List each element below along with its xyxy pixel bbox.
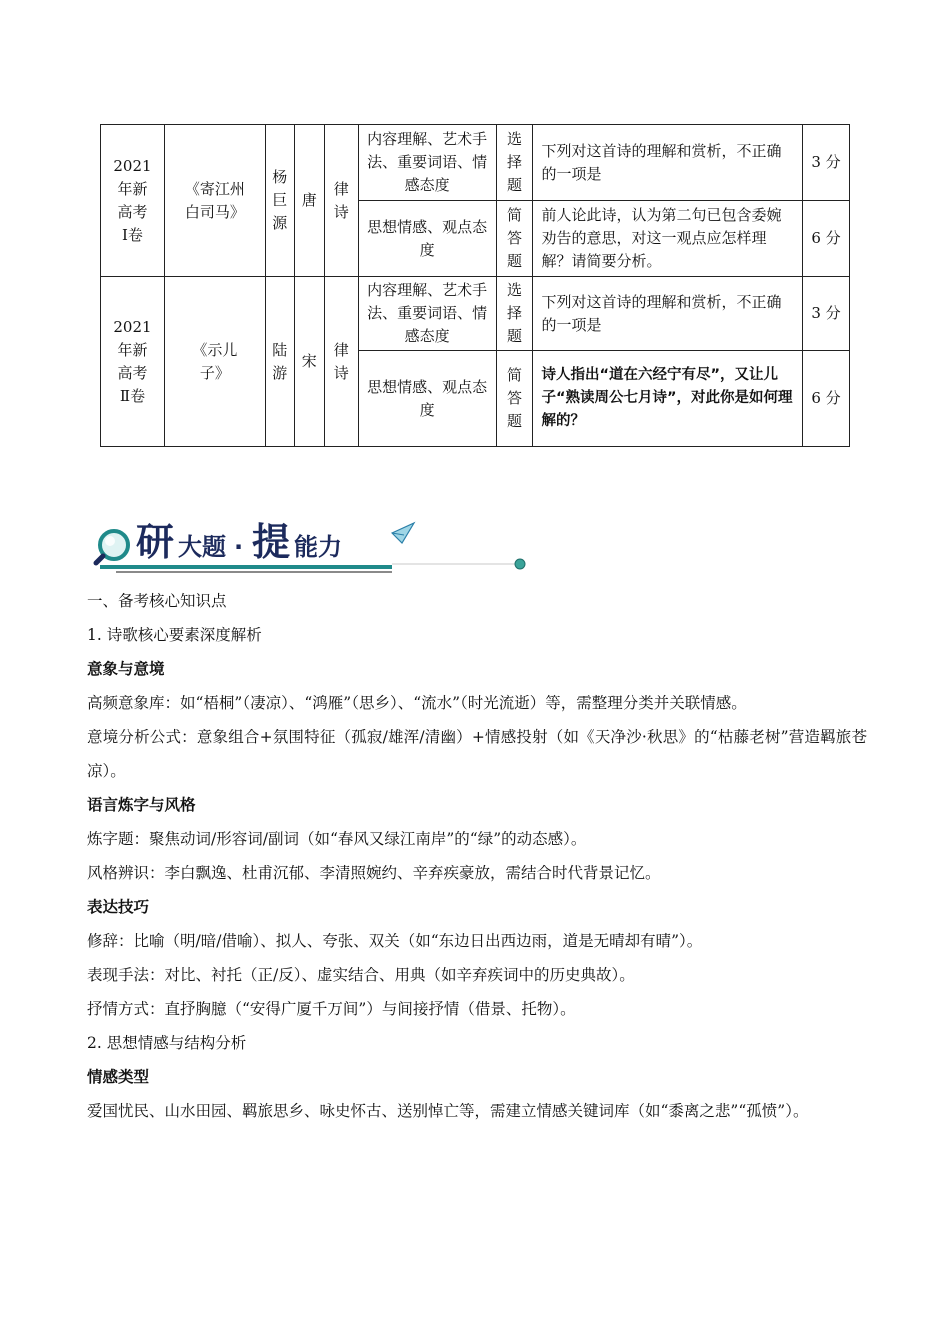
banner-text-ability: 能力 xyxy=(294,533,342,561)
topic-heading: 表达技巧 xyxy=(87,898,150,916)
score-cell: 3 分 xyxy=(802,277,849,351)
paragraph: 炼字题：聚焦动词/形容词/副词（如“春风又绿江南岸”的“绿”的动态感）。 xyxy=(87,830,587,848)
banner-underline xyxy=(100,565,392,569)
paragraph: 抒情方式：直抒胸臆（“安得广厦千万间”）与间接抒情（借景、托物）。 xyxy=(87,1000,576,1018)
author-cell: 陆 游 xyxy=(265,277,294,447)
section-heading: 一、备考核心知识点 xyxy=(87,592,227,610)
genre-cell: 律 诗 xyxy=(324,125,358,277)
genre-cell: 律 诗 xyxy=(324,277,358,447)
banner-char-raise: 提 xyxy=(252,520,291,564)
question-type-cell: 简 答 题 xyxy=(496,351,533,447)
score-cell: 6 分 xyxy=(802,201,849,277)
exam-year-cell: 2021 年新 高考 Ⅰ卷 xyxy=(101,125,165,277)
question-cell: 下列对这首诗的理解和赏析，不正确的一项是 xyxy=(533,277,803,351)
banner-text-big-question: 大题 xyxy=(178,533,226,561)
exam-year-cell: 2021 年新 高考 Ⅱ卷 xyxy=(101,277,165,447)
question-cell: 下列对这首诗的理解和赏析，不正确的一项是 xyxy=(533,125,803,201)
question-type-cell: 选 择 题 xyxy=(496,125,533,201)
question-type-cell: 简 答 题 xyxy=(496,201,533,277)
paragraph: 高频意象库：如“梧桐”（凄凉）、“鸿雁”（思乡）、“流水”（时光流逝）等，需整理分类并关联情感。 xyxy=(87,694,747,712)
paragraph: 爱国忧民、山水田园、羁旅思乡、咏史怀古、送别悼亡等，需建立情感关键词库（如“黍离之悲”“孤愤”）。 xyxy=(87,1102,809,1120)
banner-end-dot xyxy=(515,559,525,569)
topic-heading: 意象与意境 xyxy=(87,660,165,678)
focus-cell: 思想情感、观点态度 xyxy=(358,201,496,277)
banner-dot: · xyxy=(234,533,244,561)
paragraph: 表现手法：对比、衬托（正/反）、虚实结合、用典（如辛弃疾词中的历史典故）。 xyxy=(87,966,635,984)
dynasty-cell: 宋 xyxy=(294,277,324,447)
score-cell: 6 分 xyxy=(802,351,849,447)
focus-cell: 思想情感、观点态度 xyxy=(358,351,496,447)
paragraph: 修辞：比喻（明/暗/借喻）、拟人、夸张、双关（如“东边日出西边雨，道是无晴却有晴”）。 xyxy=(87,932,703,950)
paragraph: 风格辨识：李白飘逸、杜甫沉郁、李清照婉约、辛弃疾豪放，需结合时代背景记忆。 xyxy=(87,864,661,882)
score-cell: 3 分 xyxy=(802,125,849,201)
subsection-heading: 2. 思想情感与结构分析 xyxy=(87,1034,247,1052)
paper-plane-icon xyxy=(392,523,414,543)
question-cell: 诗人指出“道在六经宁有尽”，又让儿子“熟读周公七月诗”，对此你是如何理解的？ xyxy=(533,351,803,447)
question-type-cell: 选 择 题 xyxy=(496,277,533,351)
question-cell: 前人论此诗，认为第二句已包含委婉劝告的意思，对这一观点应怎样理解？请简要分析。 xyxy=(533,201,803,277)
table-row xyxy=(101,277,850,351)
author-cell: 杨 巨 源 xyxy=(265,125,294,277)
banner-char-research: 研 xyxy=(136,520,175,564)
poem-title-cell: 《寄江州 白司马》 xyxy=(164,125,265,277)
subsection-heading: 1. 诗歌核心要素深度解析 xyxy=(87,626,262,644)
exam-table xyxy=(100,124,850,447)
content-body xyxy=(87,584,867,1128)
focus-cell: 内容理解、艺术手法、重要词语、情感态度 xyxy=(358,277,496,351)
table-row xyxy=(101,125,850,201)
magnifier-icon xyxy=(96,531,128,563)
banner-shadow-line xyxy=(116,571,392,573)
topic-heading: 语言炼字与风格 xyxy=(87,796,196,814)
topic-heading: 情感类型 xyxy=(87,1068,150,1086)
paragraph: 意境分析公式：意象组合+氛围特征（孤寂/雄浑/清幽）+情感投射（如《天净沙·秋思》的“枯藤老树”营造羁旅苍凉）。 xyxy=(87,728,867,780)
section-banner xyxy=(92,505,532,585)
dynasty-cell: 唐 xyxy=(294,125,324,277)
poem-title-cell: 《示儿 子》 xyxy=(164,277,265,447)
focus-cell: 内容理解、艺术手法、重要词语、情感态度 xyxy=(358,125,496,201)
